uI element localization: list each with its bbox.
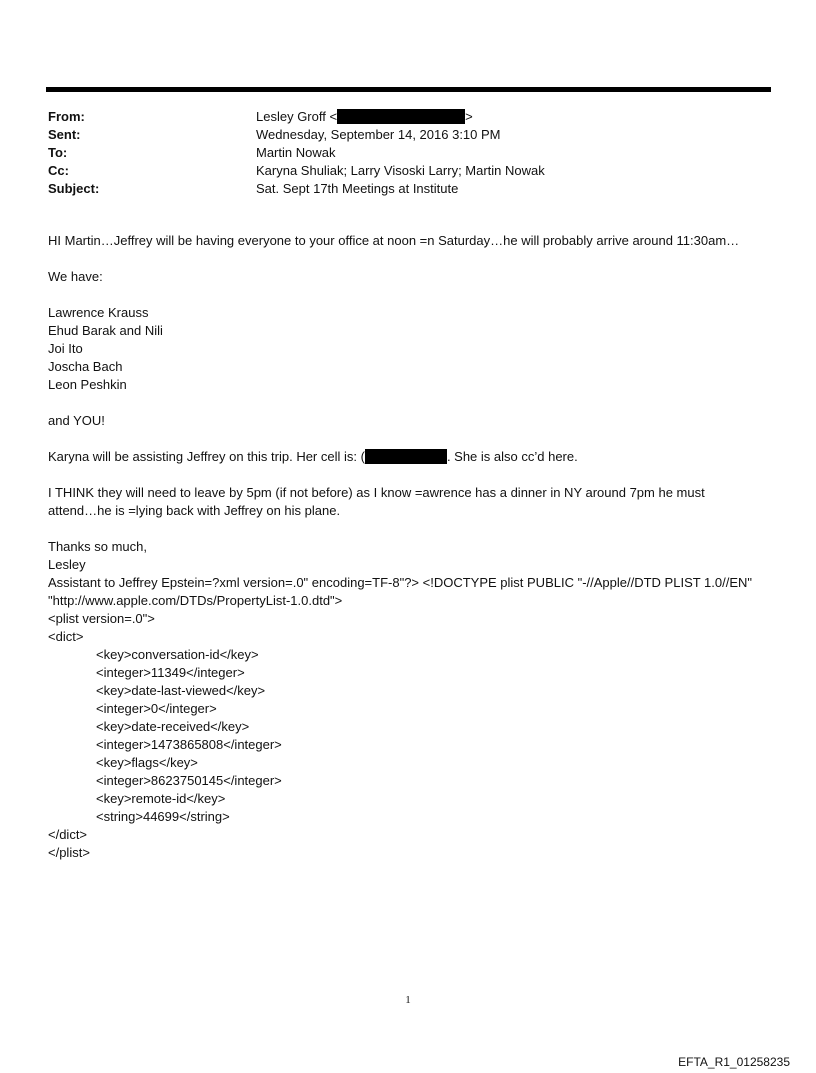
sent-value: Wednesday, September 14, 2016 3:10 PM xyxy=(256,127,501,142)
plist-line: <integer>11349</integer> xyxy=(96,665,245,680)
page-number: 1 xyxy=(405,994,411,1006)
document-id: EFTA_R1_01258235 xyxy=(678,1055,790,1069)
plist-line: <integer>8623750145</integer> xyxy=(96,773,282,788)
thanks: Thanks so much, xyxy=(48,539,147,554)
plist-open: <plist version=.0"> xyxy=(48,611,155,626)
cc-label: Cc: xyxy=(48,163,69,178)
cc-value: Karyna Shuliak; Larry Visoski Larry; Martin Nowak xyxy=(256,163,545,178)
plist-line: <integer>0</integer> xyxy=(96,701,217,716)
think-line-2: attend…he is =lying back with Jeffrey on his plane. xyxy=(48,503,341,518)
signature-name: Lesley xyxy=(48,557,86,572)
karyna-text-b: . She is also cc’d here. xyxy=(446,449,578,464)
from-value xyxy=(256,108,473,126)
attendee: Joscha Bach xyxy=(48,359,123,374)
dict-open: <dict> xyxy=(48,629,84,644)
body-intro: HI Martin…Jeffrey will be having everyone to your office at noon =n Saturday…he will probably arrive around 11:30am… xyxy=(48,233,740,248)
email-body xyxy=(48,232,778,862)
attendee: Leon Peshkin xyxy=(48,377,127,392)
karyna-line xyxy=(48,448,778,466)
plist-close: </plist> xyxy=(48,845,90,860)
plist-line: <key>remote-id</key> xyxy=(96,791,226,806)
signature-dtd: "http://www.apple.com/DTDs/PropertyList-1.0.dtd"> xyxy=(48,593,343,608)
karyna-text-a: Karyna will be assisting Jeffrey on this trip. Her cell is: ( xyxy=(48,449,365,464)
to-label: To: xyxy=(48,145,68,160)
redaction-box xyxy=(337,109,465,124)
from-name: Lesley Groff < xyxy=(256,109,338,124)
signature-title: Assistant to Jeffrey Epstein=?xml version=.0" encoding=TF-8"?> <!DOCTYPE plist PUBLIC "-//Apple//DTD PLIST 1.0//EN" xyxy=(48,575,753,590)
redaction-box xyxy=(365,449,447,464)
plist-line: <key>conversation-id</key> xyxy=(96,647,259,662)
and-you: and YOU! xyxy=(48,413,105,428)
plist-line: <key>date-last-viewed</key> xyxy=(96,683,266,698)
think-line-1: I THINK they will need to leave by 5pm (if not before) as I know =awrence has a dinner in NY around 7pm he must xyxy=(48,485,705,500)
we-have: We have: xyxy=(48,269,103,284)
attendee: Lawrence Krauss xyxy=(48,305,149,320)
from-close: > xyxy=(465,109,473,124)
to-value: Martin Nowak xyxy=(256,145,336,160)
plist-line: <string>44699</string> xyxy=(96,809,230,824)
plist-line: <key>flags</key> xyxy=(96,755,198,770)
plist-line: <key>date-received</key> xyxy=(96,719,250,734)
header-rule xyxy=(46,87,771,92)
attendee: Joi Ito xyxy=(48,341,83,356)
sent-label: Sent: xyxy=(48,127,81,142)
from-label: From: xyxy=(48,109,85,124)
subject-label: Subject: xyxy=(48,181,100,196)
subject-value: Sat. Sept 17th Meetings at Institute xyxy=(256,181,459,196)
dict-close: </dict> xyxy=(48,827,88,842)
attendee: Ehud Barak and Nili xyxy=(48,323,163,338)
plist-line: <integer>1473865808</integer> xyxy=(96,737,282,752)
